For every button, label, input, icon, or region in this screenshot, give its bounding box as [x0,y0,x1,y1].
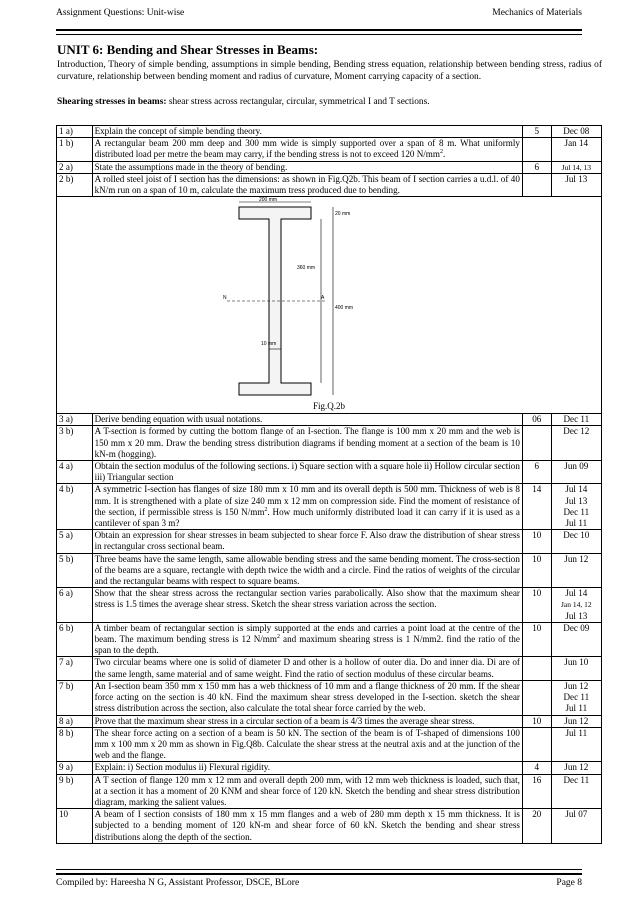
exam-year: Jul 13 [565,610,588,621]
question-marks [522,173,551,196]
question-row [57,126,602,138]
question-text [92,588,522,623]
question-text-after: . How much uniformly distributed load it can carry if it is used as a cantilever of span 3 m? [94,506,520,529]
figure-label-web: 10 mm [261,341,277,348]
questions-table [56,125,602,844]
question-text-main: Obtain an expression for shear stresses in beam subjected to shear force F. Also draw the distribution of shear stress in rectangular cross sectional beam. [94,530,520,552]
question-row [57,530,602,553]
question-row [57,173,602,196]
question-number: 6 a) [57,588,93,623]
unit-title: UNIT 6: Bending and Shear Stresses in Beams: [57,42,319,57]
question-text-main: State the assumptions made in the theory of bending. [94,161,288,172]
question-row [57,588,602,623]
figure-caption: Fig.Q.2b [312,401,345,412]
question-text-main: A symmetric I-section has flanges of size 180 mm x 10 mm and its overall depth is 500 mm. Thickness of web is 8 mm. It is strengthened with a plate of size 240 mm x 12 mm on compression side. Find the moment of resistance of the section, if permissible stress is 150 N/mm [94,484,520,517]
question-row [57,161,602,173]
question-text-after: . [442,149,446,160]
question-number: 4 a) [57,461,93,484]
shear-label: Shearing stresses in beams: [57,97,167,107]
exam-year: Jul 07 [565,809,588,820]
question-text-main: Three beams have the same length, same allowable bending stress and the same bending moment. The cross-section of the beams are a square, rectangle with depth twice the width and a circle. Find the ratios of weights of the circular and the rectangular beams with respect to square beams. [94,553,520,587]
exam-year: Jan 14, 12 [560,600,592,610]
question-text [92,553,522,588]
question-number: 10 [57,809,93,844]
question-years [551,414,601,426]
question-number: 5 b) [57,553,93,588]
question-years [551,657,601,680]
exam-year: Jul 14 [565,484,588,495]
question-number: 3 b) [57,426,93,461]
figure-label-a: A [321,295,325,302]
question-text-main: A rectangular beam 200 mm deep and 300 mm wide is simply supported over a span of 8 m. What uniformly distributed load per metre the beam may carry, if the bending stress is not to exceed 120 N/mm [94,138,520,160]
question-text-main: Show that the shear stress across the rectangular section varies parabolically. Also show that the maximum shear stress is 1.5 times the average shear stress. Sketch the shear stress variation across the section. [94,588,520,610]
question-number: 2 b) [57,173,93,196]
exam-year: Dec 10 [563,530,590,541]
question-row [57,680,602,715]
exam-year: Jan 14 [564,138,589,149]
header-rule [56,29,582,35]
question-row [57,622,602,657]
question-row [57,138,602,161]
question-marks [522,727,551,762]
question-number: 5 a) [57,530,93,553]
exam-year: Dec 09 [563,622,590,633]
question-marks: 5 [522,126,551,138]
question-text-main: A timber beam of rectangular section is simply supported at the ends and carries a point load at the centre of the beam. The maximum bending stress is 12 N/mm [94,622,520,645]
exam-year: Dec 11 [563,774,590,785]
question-superscript: 2 [276,634,280,641]
question-text-main: Explain: i) Section modulus ii) Flexural rigidity. [94,762,271,773]
question-years [551,426,601,461]
question-marks: 6 [522,161,551,173]
question-text [92,715,522,727]
question-superscript: 2 [264,506,268,513]
question-text [92,762,522,774]
question-text-main: A T section of flange 120 mm x 12 mm and overall depth 200 mm, with 12 mm web thickness is loaded, such that, at a section it has a moment of 20 KNM and shear force of 120 kN. Sketch the bending and shear stress distribution diagram, marking the salient values. [94,774,520,807]
question-marks: 10 [522,588,551,623]
question-years [551,622,601,657]
question-marks: 4 [522,762,551,774]
question-marks: 20 [522,809,551,844]
exam-year: Jun 12 [564,762,589,773]
figure-cell [57,197,602,414]
shear-line [57,96,430,108]
question-text-main: Two circular beams where one is solid of diameter D and other is a hollow of outer dia. Do and inner dia. Di are of the same length, same material and of same weight. Find the ratio of section modulus of these circular beams. [94,657,520,679]
question-row [57,762,602,774]
question-marks [522,657,551,680]
question-row [57,553,602,588]
question-text-main: The shear force acting on a section of a beam is 50 kN. The section of the beam is of T-shaped of dimensions 100 mm x 100 mm x 20 mm as shown in Fig.Q8b. Calculate the shear stress at the neutral axis and at the junction of the web and the flange. [94,727,520,761]
question-row [57,727,602,762]
question-text [92,680,522,715]
figure-label-width: 200 mm [259,197,278,204]
question-number: 2 a) [57,161,93,173]
question-marks: 10 [522,715,551,727]
exam-year: Dec 12 [563,426,590,437]
exam-year: Jul 13 [565,495,588,506]
question-row [57,715,602,727]
question-row [57,809,602,844]
exam-year: Jun 09 [564,461,589,472]
question-number: 7 a) [57,657,93,680]
i-section-figure [223,197,357,399]
figure-label-web-depth: 360 mm [297,265,316,272]
question-text [92,126,522,138]
question-number: 8 b) [57,727,93,762]
question-row [57,657,602,680]
question-text-main: Derive bending equation with usual notations. [94,414,263,425]
question-text [92,138,522,161]
question-text [92,484,522,530]
question-number: 1 b) [57,138,93,161]
footer-right: Page 8 [556,878,582,888]
question-superscript: 2 [439,149,443,156]
exam-year: Jun 12 [564,553,589,564]
question-years [551,727,601,762]
question-row [57,774,602,809]
question-text [92,414,522,426]
figure-label-n: N [223,295,227,302]
question-years [551,588,601,623]
question-marks: 10 [522,622,551,657]
question-text-after: and maximum shearing stress is 1 N/mm2. find the ratio of the span to the depth. [94,634,520,656]
question-text [92,727,522,762]
shear-text: shear stress across rectangular, circular, symmetrical I and T sections. [166,97,430,107]
question-years [551,762,601,774]
exam-year: Jul 14 [565,588,588,599]
question-years [551,126,601,138]
exam-year: Jul 11 [565,518,588,529]
exam-year: Jul 13 [565,173,588,184]
question-years [551,680,601,715]
question-text-main: Prove that the maximum shear stress in a circular section of a beam is 4/3 times the average shear stress. [94,715,475,726]
question-row [57,414,602,426]
header-right: Mechanics of Materials [492,8,582,18]
question-marks [522,680,551,715]
question-row [57,484,602,530]
question-text-main: An I-section beam 350 mm x 150 mm has a web thickness of 10 mm and a flange thickness of 20 mm. If the shear force acting on the section is 40 kN. Find the maximum shear stress developed in the I-section. sketch the shear stress distribution across the section, also calculate the total shear force carried by the web. [94,680,520,714]
question-number: 9 b) [57,774,93,809]
question-text-main: Obtain the section modulus of the following sections. i) Square section with a square hole ii) Hollow circular section iii) Triangular section [94,461,520,483]
question-row [57,461,602,484]
question-text [92,173,522,196]
unit-intro: Introduction, Theory of simple bending, assumptions in simple bending, Bending stress equation, relationship between bending stress, radius of curvature, relationship between bending moment and radius of curvature, Moment carrying capacity of a section. [57,60,602,83]
question-years [551,530,601,553]
question-number: 4 b) [57,484,93,530]
question-number: 8 a) [57,715,93,727]
question-text-main: Explain the concept of simple bending theory. [94,126,262,136]
footer-left: Compiled by: Hareesha N G, Assistant Professor, DSCE, BLore [56,878,300,888]
question-marks: 10 [522,553,551,588]
question-marks [522,426,551,461]
question-text [92,461,522,484]
question-years [551,173,601,196]
exam-year: Dec 08 [563,126,590,136]
exam-year: Dec 11 [563,414,590,425]
question-row [57,426,602,461]
exam-year: Dec 11 [563,506,590,517]
question-marks: 14 [522,484,551,530]
question-years [551,138,601,161]
question-number: 1 a) [57,126,93,138]
question-text-main: A T-section is formed by cutting the bottom flange of an I-section. The flange is 100 mm x 20 mm and the web is 150 mm x 20 mm. Draw the bending stress distribution diagrams if bending moment at a section of the beam is 10 kN-m (hogging). [94,426,520,459]
question-marks: 06 [522,414,551,426]
footer-rule [56,869,582,875]
question-text [92,622,522,657]
question-years [551,715,601,727]
question-marks [522,138,551,161]
question-text [92,809,522,844]
question-text [92,161,522,173]
exam-year: Dec 11 [563,692,590,703]
question-text [92,657,522,680]
question-text-main: A beam of I section consists of 180 mm x 15 mm flanges and a web of 280 mm depth x 15 mm thickness. It is subjected to a bending moment of 120 kN-m and shear force of 60 kN. Sketch the bending and shear stress distributions along the depth of the section. [94,809,520,842]
i-section-drawing [223,197,357,399]
figure-label-flange: 20 mm [335,211,351,218]
question-marks: 16 [522,774,551,809]
figure-label-overall: 400 mm [335,305,354,312]
exam-year: Jul 11 [565,727,588,738]
question-years [551,161,601,173]
question-text [92,530,522,553]
question-marks: 10 [522,530,551,553]
exam-year: Jun 12 [564,680,589,691]
question-marks: 6 [522,461,551,484]
question-years [551,484,601,530]
exam-year: Jun 12 [564,715,589,726]
question-text [92,774,522,809]
figure-row [57,197,602,414]
header-left: Assignment Questions: Unit-wise [56,8,185,18]
question-years [551,774,601,809]
question-years [551,809,601,844]
question-number: 9 a) [57,762,93,774]
question-number: 3 a) [57,414,93,426]
question-years [551,553,601,588]
question-text-main: A rolled steel joist of I section has the dimensions: as shown in Fig.Q2b. This beam of I section carries a u.d.l. of 40 kN/m run on a span of 10 m, calculate the maximum tress produced due to bending. [94,173,520,196]
question-years [551,461,601,484]
exam-year: Jul 11 [565,703,588,714]
question-number: 7 b) [57,680,93,715]
exam-year: Jun 10 [564,657,589,668]
exam-year: Jul 14, 13 [561,162,591,172]
question-text [92,426,522,461]
question-number: 6 b) [57,622,93,657]
